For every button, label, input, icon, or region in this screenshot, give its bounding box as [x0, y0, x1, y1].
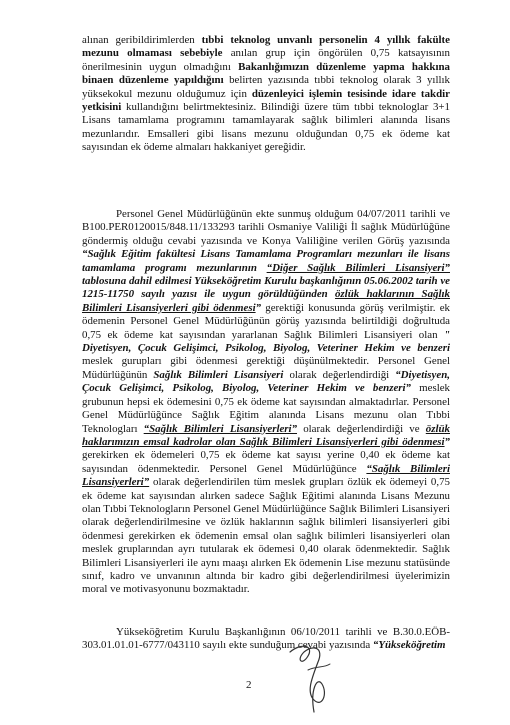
text-run: özlük haklarımızın emsal kadrolar olan Sağlık Bilimleri Lisansiyerleri gibi ödenmesi: [82, 422, 450, 448]
text-run: gerekirken ek ödemeleri 0,75 ek ödeme kat sayısı yerine 0,40 ek ödeme kat sayısından ödenmektedir. Personel Genel Müdürlüğünce: [82, 449, 450, 475]
text-run: meslek gurupları gibi ödenmesi gerektiği düşünülmektedir. Personel Genel Müdürlüğünün: [82, 355, 450, 381]
paragraph-3: [82, 626, 450, 653]
text-run: “Diyetisyen, Çocuk Gelişimci, Psikolog, Biyolog, Veteriner Hekim ve benzeri”: [82, 368, 450, 395]
text-run: Personel Genel Müdürlüğünün ekte sunmuş olduğum 04/07/2011 tarihli ve B100.PER0120015/848.11/133293 tarihli Osmaniye Valiliği İl sağlık Müdürlüğüne göndermiş olduğu cevabi yazısında ve Konya Valiliğine verilen Görüş yazısında: [82, 208, 450, 247]
page-number: 2: [246, 679, 252, 691]
text-run: “Sağlık Bilimleri Lisansiyerleri”: [143, 422, 298, 435]
handwritten-signature-icon: [284, 640, 344, 720]
text-run: ”: [255, 301, 262, 314]
text-run: “Diğer Sağlık Bilimleri Lisansiyeri”: [266, 261, 450, 274]
text-run: düzenleyici işlemin tesisinde idare takdir yetkisini: [82, 87, 450, 114]
text-run: “Sağlık Eğitim fakültesi Lisans Tamamlama Programları mezunları ile lisans tamamlama programı mezunlarının: [82, 248, 450, 274]
text-run: tıbbi teknolog unvanlı personelin 4 yıllık fakülte mezunu olmaması sebebiyle: [82, 34, 450, 60]
text-run: ”: [444, 435, 450, 448]
paragraph-1: [82, 34, 450, 155]
text-run: “Sağlık Bilimleri Lisansiyerleri”: [82, 462, 450, 489]
text-run: özlük haklarının Sağlık Bilimleri Lisansiyerleri gibi ödenmesi: [82, 288, 450, 314]
text-run: Yükseköğretim Kurulu Başkanlığının 06/10/2011 tarihli ve B.30.0.EÖB-303.01.01.01-6777/043110 sayılı ekte sunduğum cevabi yazısında: [82, 626, 450, 652]
text-run: gerektiği konusunda görüş verilmiştir. ek ödemenin Personel Genel Müdürlüğünün görüş yazısında belirtildiği doğrultuda 0,75 ek ödeme kat sayısından yararlanan Sağlık Bilimleri Lisansiyeri olan: [82, 301, 450, 341]
text-run: alınan geribildirimlerden: [82, 34, 202, 46]
text-run: olarak değerlendirdiği: [283, 368, 396, 381]
paragraph-2-text: [82, 208, 450, 597]
text-run: Sağlık Bilimleri Lisansiyeri: [153, 368, 284, 381]
text-run: olarak değerlendirilen tüm meslek grupları özlük ek ödemeyi 0,75 ek ödeme kat sayısından alırken sadece Sağlık Eğitimi alanında Lisans Mezunu olan Tıbbi Teknologların Personel Genel Müdürlüğünce Sağlık Bilimleri Lisansiyeri olarak değerlendirilmesine ve özlük haklarının sağlık bilimleri lisansiyerleri gibi ödenmesi gerekirken ek ödemenin emsal olan sağlık bilimleri lisansiyerleri olan meslek gruplarından ayrı tutularak ek ödemesi 0,40 olarak ödenmektedir. Sağlık Bilimleri Lisansiyerleri ile aynı maaşı alırken Ek ödemenin Lise mezunu statüsünde sınıf, kadro ve unvanının altında bir kadro gibi değerlendirilmesi üyelerimizin moral ve motivasyonunu bozmaktadır.: [82, 476, 450, 596]
text-run: belirten yazısında tıbbi teknolog olarak 3 yıllık yüksekokul mezunu olduğumuz için: [82, 74, 450, 100]
paragraph-2: [82, 208, 450, 597]
paragraph-3-text: [82, 626, 450, 653]
text-run: tablosuna dahil edilmesi Yükseköğretim Kurulu başkanlığının 05.06.2002 tarih ve 1215-11750 sayılı yazısı ile uygun görüldüğünden: [82, 275, 450, 301]
text-run: " Diyetisyen, Çocuk Gelişimci, Psikolog, Biyolog, Veteriner Hekim ve benzeri: [82, 328, 450, 355]
text-run: olarak değerlendirdiği ve: [297, 422, 426, 435]
text-run: meslek grubunun hepsi ek ödemesini 0,75 ek ödeme kat sayısından almaktadırlar. Personel Genel Müdürlüğünce Sağlık Eğitim alanında Lisans mezunu olan Tıbbi Teknologları: [82, 382, 450, 435]
paragraph-1-text: [82, 34, 450, 155]
text-run: Bakanlığımızın düzenleme yapma hakkına binaen düzenleme yapıldığını: [82, 60, 450, 87]
text-run: “Yükseköğretim: [372, 639, 446, 652]
text-run: kullandığını belirtmektesiniz. Bilindiği üzere tüm tıbbi teknologlar 3+1 Lisans tamamlama programını tamamlayarak sağlık bilimleri alanında lisans mezunlarıdır. Emsalleri gibi lisans mezunu olduğundan 0,75 ek ödeme kat sayısından ek ödeme almaları hakkaniyet gereğidir.: [82, 101, 450, 154]
text-run: anılan grup için öngörülen 0,75 katsayısının önerilmesinin uygun olmadığını: [82, 47, 450, 73]
